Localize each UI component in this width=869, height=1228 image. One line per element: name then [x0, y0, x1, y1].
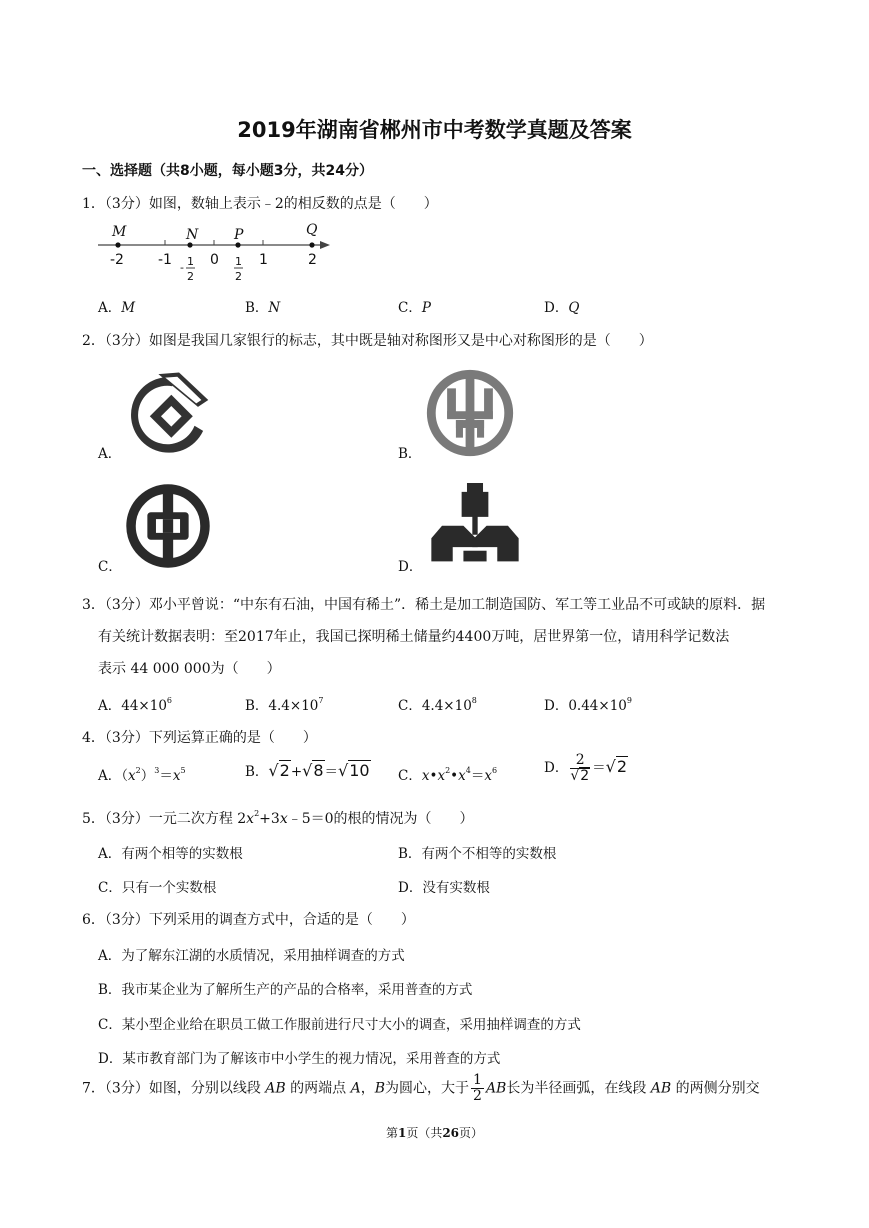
section-heading-choice: 一、选择题（共8小题，每小题3分，共24分）	[82, 163, 373, 179]
label-p: P	[234, 227, 244, 243]
q4-option-b: B．√2+√8＝√10	[245, 761, 370, 780]
q6-option-d: D．某市教育部门为了解该市中小学生的视力情况，采用普查的方式	[98, 1051, 501, 1067]
bank-logo-c-icon	[125, 483, 211, 569]
q1-option-d: D．Q	[544, 300, 580, 316]
minus-half-sign: -	[180, 261, 184, 274]
q3-option-b: B．$4.4\times 10^7$	[245, 696, 324, 714]
q3-option-a: A．$44\times 10^6$	[98, 696, 173, 714]
q3-option-d: D．$0.44\times 10^9$	[544, 696, 632, 714]
point-p	[235, 242, 240, 247]
q5-option-d: D．没有实数根	[398, 880, 490, 896]
q1-option-a: A．M	[98, 300, 136, 316]
bank-logo-d-icon	[426, 481, 524, 567]
tick-label-0: 0	[210, 252, 219, 268]
minus-half-num: 1	[187, 255, 194, 268]
question-7-stem: 7．（3分）如图，分别以线段 AB 的两端点 A，B为圆心，大于 $\frac{1}{2}$ AB长为半径画弧，在线段 AB 的两侧分别交	[82, 1072, 760, 1104]
question-1-stem: 1．（3分）如图，数轴上表示﹣2的相反数的点是（ ）	[82, 196, 438, 212]
bank-logo-a-icon	[123, 369, 211, 455]
q6-option-a: A．为了解东江湖的水质情况，采用抽样调查的方式	[98, 948, 405, 964]
label-q: Q	[306, 222, 318, 238]
page-title: 2019年湖南省郴州市中考数学真题及答案	[237, 118, 632, 142]
q3-option-c: C．$4.4\times 10^8$	[398, 696, 477, 714]
q4-option-d: D． $\frac{2}{√2}$ ＝√2	[544, 752, 628, 784]
question-3-line-3: 表示 44 000 000为（ ）	[98, 661, 281, 677]
q5-option-a: A．有两个相等的实数根	[98, 846, 243, 862]
label-n: N	[186, 227, 199, 243]
q4-option-c: C．$x•x^2•x^4=x^6$	[398, 766, 498, 784]
tick-label-minus-2: -2	[110, 252, 124, 268]
q4-option-a: A．$(x^2)^3=x^5$	[98, 766, 186, 784]
number-line-arrow	[320, 241, 330, 249]
question-6-stem: 6．（3分）下列采用的调查方式中，合适的是（ ）	[82, 912, 415, 928]
question-5-stem: 5．（3分）一元二次方程 $2x^2+3x﹣5=0$的根的情况为（ ）	[82, 809, 474, 827]
tick-label-1: 1	[259, 252, 268, 268]
bank-logo-b-icon	[426, 369, 514, 457]
q5-option-c: C．只有一个实数根	[98, 880, 217, 896]
q5-option-b: B．有两个不相等的实数根	[398, 846, 557, 862]
question-3-line-2: 有关统计数据表明：至2017年止，我国已探明稀土储量约4400万吨，居世界第一位，请用科学记数法	[98, 629, 730, 645]
half-den: 2	[235, 270, 242, 283]
q1-option-c: C．P	[398, 300, 431, 316]
q2-label-b: B．	[398, 446, 422, 462]
point-n	[187, 242, 192, 247]
q2-label-d: D．	[398, 559, 423, 575]
page-footer: 第1页（共26页）	[385, 1126, 484, 1140]
q2-label-a: A．	[98, 446, 122, 462]
q6-option-c: C．某小型企业给在职员工做工作服前进行尺寸大小的调查，采用抽样调查的方式	[98, 1017, 581, 1033]
half-num: 1	[235, 255, 242, 268]
q2-label-c: C．	[98, 559, 122, 575]
tick-label-2: 2	[308, 252, 317, 268]
question-2-stem: 2．（3分）如图是我国几家银行的标志，其中既是轴对称图形又是中心对称图形的是（ ）	[82, 333, 653, 349]
minus-half-den: 2	[187, 270, 194, 283]
point-m	[115, 242, 120, 247]
question-3-line-1: 3．（3分）邓小平曾说：“中东有石油，中国有稀土”．稀土是加工制造国防、军工等工业品不可或缺的原料．据	[82, 597, 766, 613]
number-line-figure	[92, 215, 337, 287]
q6-option-b: B．我市某企业为了解所生产的产品的合格率，采用普查的方式	[98, 982, 473, 998]
point-q	[309, 242, 314, 247]
tick-label-minus-1: -1	[158, 252, 172, 268]
label-m: M	[112, 224, 127, 240]
question-4-stem: 4．（3分）下列运算正确的是（ ）	[82, 730, 317, 746]
q1-option-b: B．N	[245, 300, 281, 316]
